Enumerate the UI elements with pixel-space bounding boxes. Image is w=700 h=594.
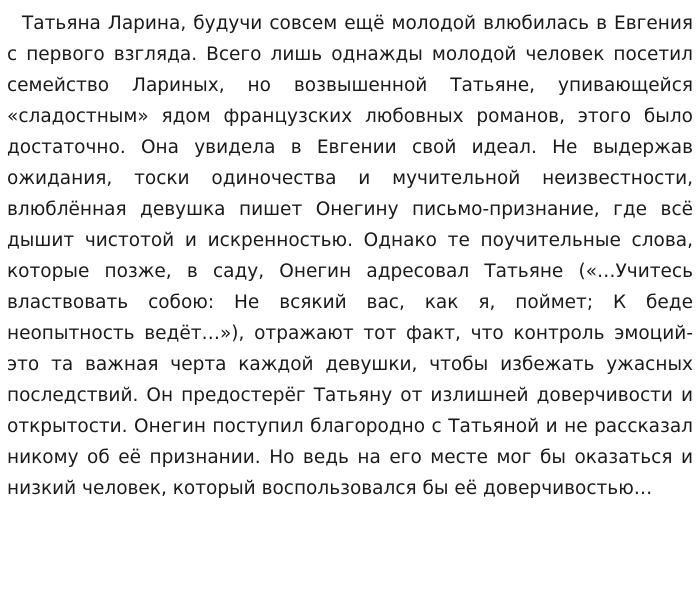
- essay-paragraph: Татьяна Ларина, будучи совсем ещё молодой влюбилась в Евгения с первого взгляда. Всего лишь однажды молодой человек посетил семейство Лариных, но возвышенной Татьяне, упивающейся «сладостным» ядом французских любовных романов, этого было достаточно. Она увидела в Евгении свой идеал. Не выдержав ожидания, тоски одиночества и мучительной неизвестности, влюблённая девушка пишет Онегину письмо-признание, где всё дышит чистотой и искренностью. Однако те поучительные слова, которые позже, в саду, Онегин адресовал Татьяне («…Учитесь властвовать собою: Не всякий вас, как я, поймет; К беде неопытность ведёт…»), отражают тот факт, что контроль эмоций- это та важная черта каждой девушки, чтобы избежать ужасных последствий. Он предостерёг Татьяну от излишней доверчивости и открытости. Онегин поступил благородно с Татьяной и не рассказал никому об её признании. Но ведь на его месте мог бы оказаться и низкий человек, который воспользовался бы её доверчивостью…: [7, 13, 693, 499]
